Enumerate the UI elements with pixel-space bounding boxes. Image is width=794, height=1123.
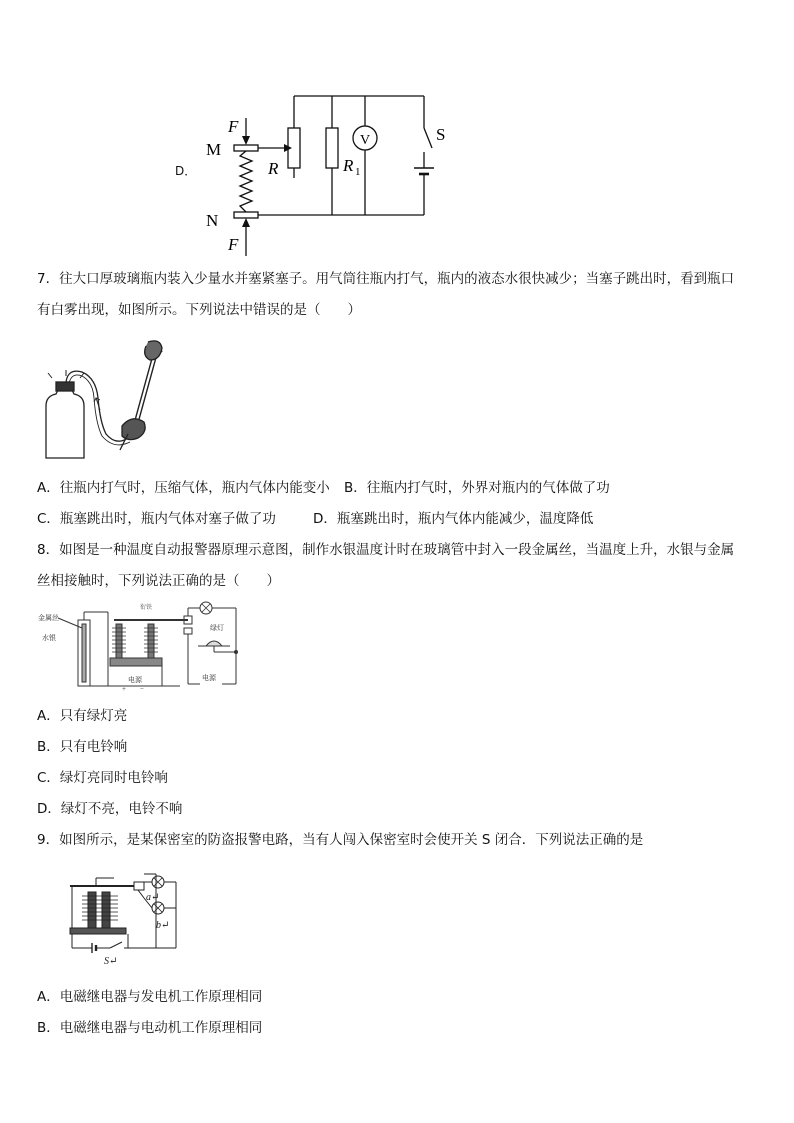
pump-bottle-figure (36, 338, 166, 463)
q8-option-d: D．绿灯不亮，电铃不响 (37, 801, 183, 817)
option-d-label: D． (175, 164, 197, 178)
terminal-m: M (206, 140, 222, 159)
voltmeter-v: V (360, 133, 371, 148)
force-f-top: F (228, 117, 239, 136)
label-switch-s: S↵ (104, 956, 118, 967)
q7-option-a: A．往瓶内打气时，压缩气体，瓶内气体内能变小 (37, 480, 330, 496)
q9-stem: 9．如图所示，是某保密室的防盗报警电路，当有人闯入保密室时会使开关 S 闭合．下列说法正确的是 (37, 832, 644, 848)
q9-option-b: B．电磁继电器与电动机工作原理相同 (37, 1020, 263, 1036)
label-metal-wire: 金属丝 (38, 614, 59, 622)
resistor-r1: R (343, 156, 354, 175)
circuit-diagram-d (200, 88, 446, 263)
label-lamp-b: b↵ (156, 920, 170, 931)
q8-option-c: C．绿灯亮同时电铃响 (37, 770, 168, 786)
q8-option-b: B．只有电铃响 (37, 739, 128, 755)
q8-option-a: A．只有绿灯亮 (37, 708, 128, 724)
q7-option-b: B．往瓶内打气时，外界对瓶内的气体做了功 (344, 480, 610, 496)
switch-s: S (436, 125, 446, 144)
q8-stem-line2: 丝相接触时，下列说法正确的是（ ） (37, 573, 280, 589)
label-plus: + (122, 685, 126, 693)
label-power-2: 电源 (202, 674, 216, 682)
label-power-1: 电源 (128, 676, 142, 684)
terminal-n: N (206, 211, 219, 230)
label-mercury: 水银 (42, 634, 56, 642)
resistor-r1-subscript: 1 (355, 166, 361, 178)
security-alarm-figure (68, 870, 188, 970)
temperature-alarm-figure (36, 600, 246, 692)
q9-option-a: A．电磁继电器与发电机工作原理相同 (37, 989, 263, 1005)
q7-option-d: D．瓶塞跳出时，瓶内气体内能减少，温度降低 (313, 511, 594, 527)
label-minus: − (140, 685, 144, 693)
q7-stem-line1: 7．往大口厚玻璃瓶内装入少量水并塞紧塞子。用气筒往瓶内打气，瓶内的液态水很快减少；当塞子跳出时，看到瓶口 (37, 271, 735, 287)
q8-stem-line1: 8．如图是一种温度自动报警器原理示意图，制作水银温度计时在玻璃管中封入一段金属丝，当温度上升，水银与金属 (37, 542, 735, 558)
q7-option-c: C．瓶塞跳出时，瓶内气体对塞子做了功 (37, 511, 276, 527)
label-armature: 衔铁 (140, 604, 153, 611)
force-f-bottom: F (228, 235, 239, 254)
resistor-r: R (268, 159, 279, 178)
label-lamp-a: a↵ (146, 892, 160, 903)
label-green-light: 绿灯 (210, 624, 224, 632)
q7-stem-line2: 有白雾出现，如图所示。下列说法中错误的是（ ） (37, 302, 361, 318)
